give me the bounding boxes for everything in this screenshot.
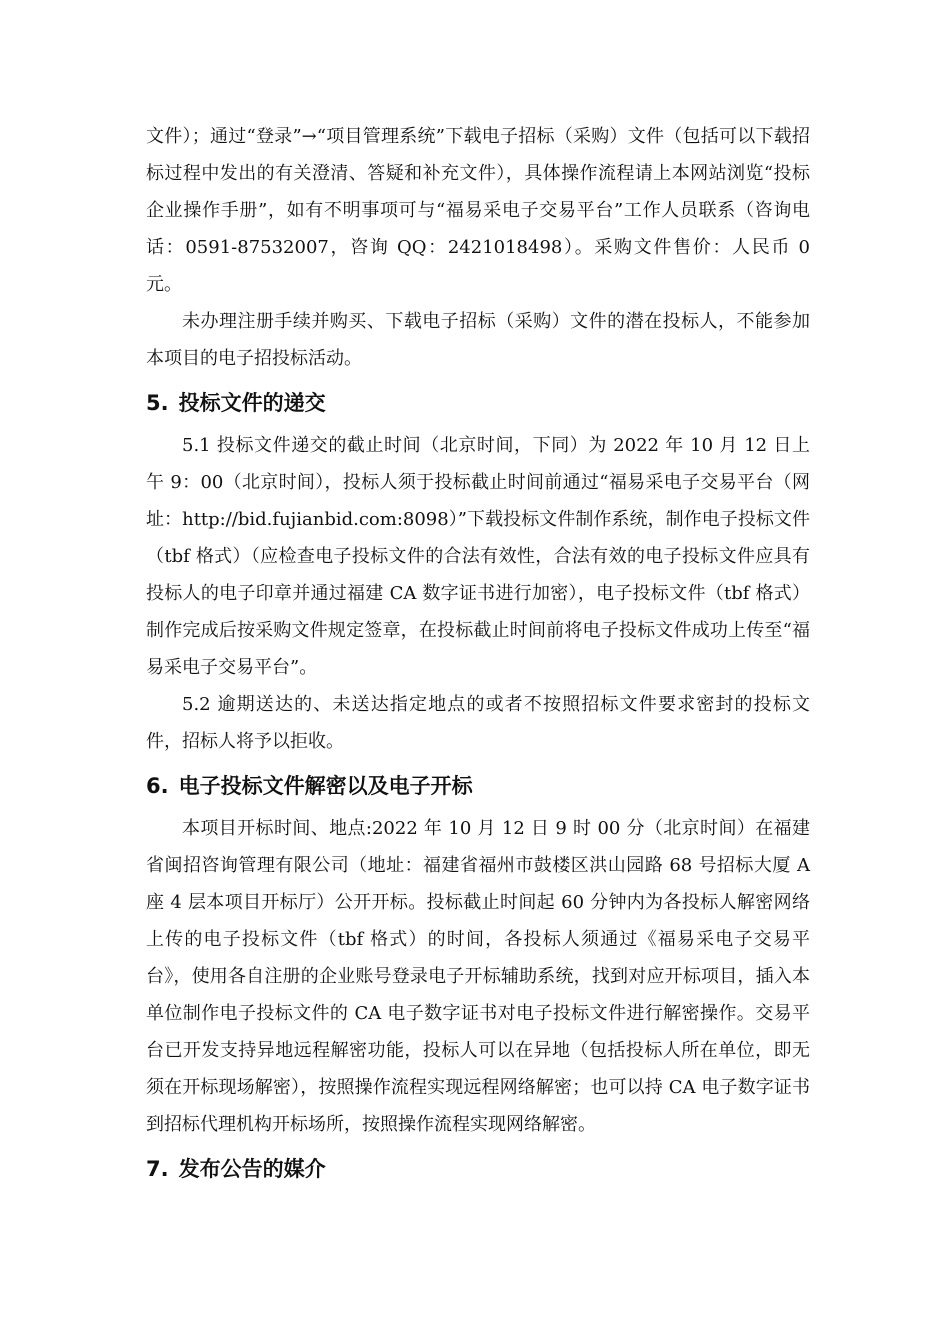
note-paragraph: 未办理注册手续并购买、下载电子招标（采购）文件的潜在投标人，不能参加本项目的电子招投标活动。 bbox=[146, 311, 810, 369]
section-6-heading bbox=[146, 766, 810, 806]
section-5-paragraph-1: 5.1 投标文件递交的截止时间（北京时间，下同）为 2022 年 10 月 12 日上午 9：00（北京时间），投标人须于投标截止时间前通过“福易采电子交易平台（网址：http://bid.fujianbid.com:8098）”下载投标文件制作系统，制作电子投标文件（tbf 格式）（应检查电子投标文件的合法有效性，合法有效的电子投标文件应具有投标人的电子印章并通过福建 CA 数字证书进行加密），电子投标文件（tbf 格式）制作完成后按采购文件规定签章，在投标截止时间前将电子投标文件成功上传至“福易采电子交易平台”。 bbox=[146, 435, 810, 678]
section-5-heading bbox=[146, 383, 810, 423]
section-7-title: 发布公告的媒介 bbox=[178, 1157, 326, 1181]
section-7-number: 7. bbox=[146, 1157, 169, 1181]
section-5-paragraph-2: 5.2 逾期送达的、未送达指定地点的或者不按照招标文件要求密封的投标文件，招标人将予以拒收。 bbox=[146, 694, 810, 752]
section-5-number: 5. bbox=[146, 391, 169, 415]
section-7-heading bbox=[146, 1149, 810, 1189]
section-6-number: 6. bbox=[146, 774, 169, 798]
document-content bbox=[146, 118, 810, 1193]
section-6-title: 电子投标文件解密以及电子开标 bbox=[178, 774, 473, 798]
top-paragraph: 文件）；通过“登录”→“项目管理系统”下载电子招标（采购）文件（包括可以下载招标过程中发出的有关澄清、答疑和补充文件），具体操作流程请上本网站浏览“投标企业操作手册”，如有不明事项可与“福易采电子交易平台”工作人员联系（咨询电话：0591-87532007，咨询 QQ：2421018498）。采购文件售价：人民币 0 元。 bbox=[146, 126, 810, 295]
section-5-title: 投标文件的递交 bbox=[178, 391, 326, 415]
section-6-paragraph-1: 本项目开标时间、地点:2022 年 10 月 12 日 9 时 00 分（北京时间）在福建省闽招咨询管理有限公司（地址：福建省福州市鼓楼区洪山园路 68 号招标大厦 A 座 4 层本项目开标厅）公开开标。投标截止时间起 60 分钟内为各投标人解密网络上传的电子投标文件（tbf 格式）的时间，各投标人须通过《福易采电子交易平台》，使用各自注册的企业账号登录电子开标辅助系统，找到对应开标项目，插入本单位制作电子投标文件的 CA 电子数字证书对电子投标文件进行解密操作。交易平台已开发支持异地远程解密功能，投标人可以在异地（包括投标人所在单位，即无须在开标现场解密），按照操作流程实现远程网络解密；也可以持 CA 电子数字证书到招标代理机构开标场所，按照操作流程实现网络解密。 bbox=[146, 818, 810, 1135]
